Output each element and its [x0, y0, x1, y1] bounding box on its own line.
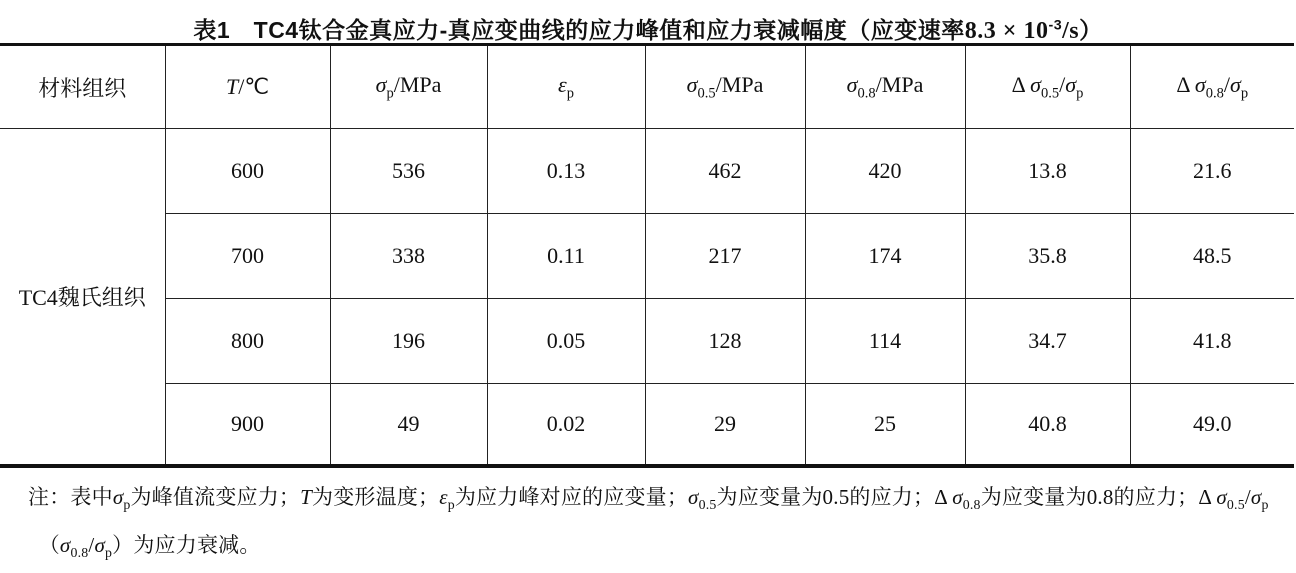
table-row — [0, 384, 1294, 466]
table-cell: 41.8 — [1130, 299, 1294, 384]
table-cell: 174 — [805, 214, 965, 299]
table-cell: 800 — [165, 299, 330, 384]
data-table — [0, 43, 1294, 468]
table-cell: 35.8 — [965, 214, 1130, 299]
col-header-sigma-05: $\sigma_{0.5}$/MPa — [645, 45, 805, 129]
col-header-delta-sigma-08: Δ $\sigma_{0.8}/\sigma_p$ — [1130, 45, 1294, 129]
table-cell: 114 — [805, 299, 965, 384]
table-cell: 34.7 — [965, 299, 1130, 384]
table-cell: 48.5 — [1130, 214, 1294, 299]
table-title: 表1 TC4钛合金真应力-真应变曲线的应力峰值和应力衰减幅度（应变速率$8.3 \times 10^{-3}/s$） — [193, 17, 1103, 44]
table-cell: 462 — [645, 129, 805, 214]
table-cell: 217 — [645, 214, 805, 299]
table-cell: 536 — [330, 129, 487, 214]
table-cell: 900 — [165, 384, 330, 466]
table-cell: 420 — [805, 129, 965, 214]
table-cell: 0.05 — [487, 299, 645, 384]
table-cell: 49 — [330, 384, 487, 466]
col-header-epsilon-p: $\varepsilon_p$ — [487, 45, 645, 129]
table-cell: 196 — [330, 299, 487, 384]
table-cell: 0.11 — [487, 214, 645, 299]
col-header-delta-sigma-05: Δ $\sigma_{0.5}/\sigma_p$ — [965, 45, 1130, 129]
table-row — [0, 299, 1294, 384]
table-cell: 21.6 — [1130, 129, 1294, 214]
table-cell: 338 — [330, 214, 487, 299]
col-header-sigma-p: $\sigma_p$/MPa — [330, 45, 487, 129]
material-group-cell: TC4魏氏组织 — [0, 129, 165, 466]
col-header-material: 材料组织 — [0, 45, 165, 129]
table-cell: 13.8 — [965, 129, 1130, 214]
table-cell: 25 — [805, 384, 965, 466]
table-row — [0, 214, 1294, 299]
table-cell: 128 — [645, 299, 805, 384]
table-cell: 0.13 — [487, 129, 645, 214]
table-footnote: 注：表中$\sigma_p$为峰值流变应力；T为变形温度；$\varepsilon_p$为应力峰对应的应变量；$\sigma_{0.5}$为应变量为0.5的应力；Δ $\sigma_{0.8}$为应变量为0.8的应力；Δ $\sigma_{0.5}/\sigma_p$ $(\sigma_{0.8}/\sigma_p)$为应力衰减。 — [28, 484, 1269, 560]
table-cell: 700 — [165, 214, 330, 299]
col-header-temperature: T/℃ — [165, 45, 330, 129]
table-cell: 0.02 — [487, 384, 645, 466]
table-cell: 600 — [165, 129, 330, 214]
table-cell: 49.0 — [1130, 384, 1294, 466]
table-cell: 40.8 — [965, 384, 1130, 466]
table-row — [0, 129, 1294, 214]
header-row — [0, 45, 1294, 129]
table-cell: 29 — [645, 384, 805, 466]
col-header-sigma-08: $\sigma_{0.8}$/MPa — [805, 45, 965, 129]
